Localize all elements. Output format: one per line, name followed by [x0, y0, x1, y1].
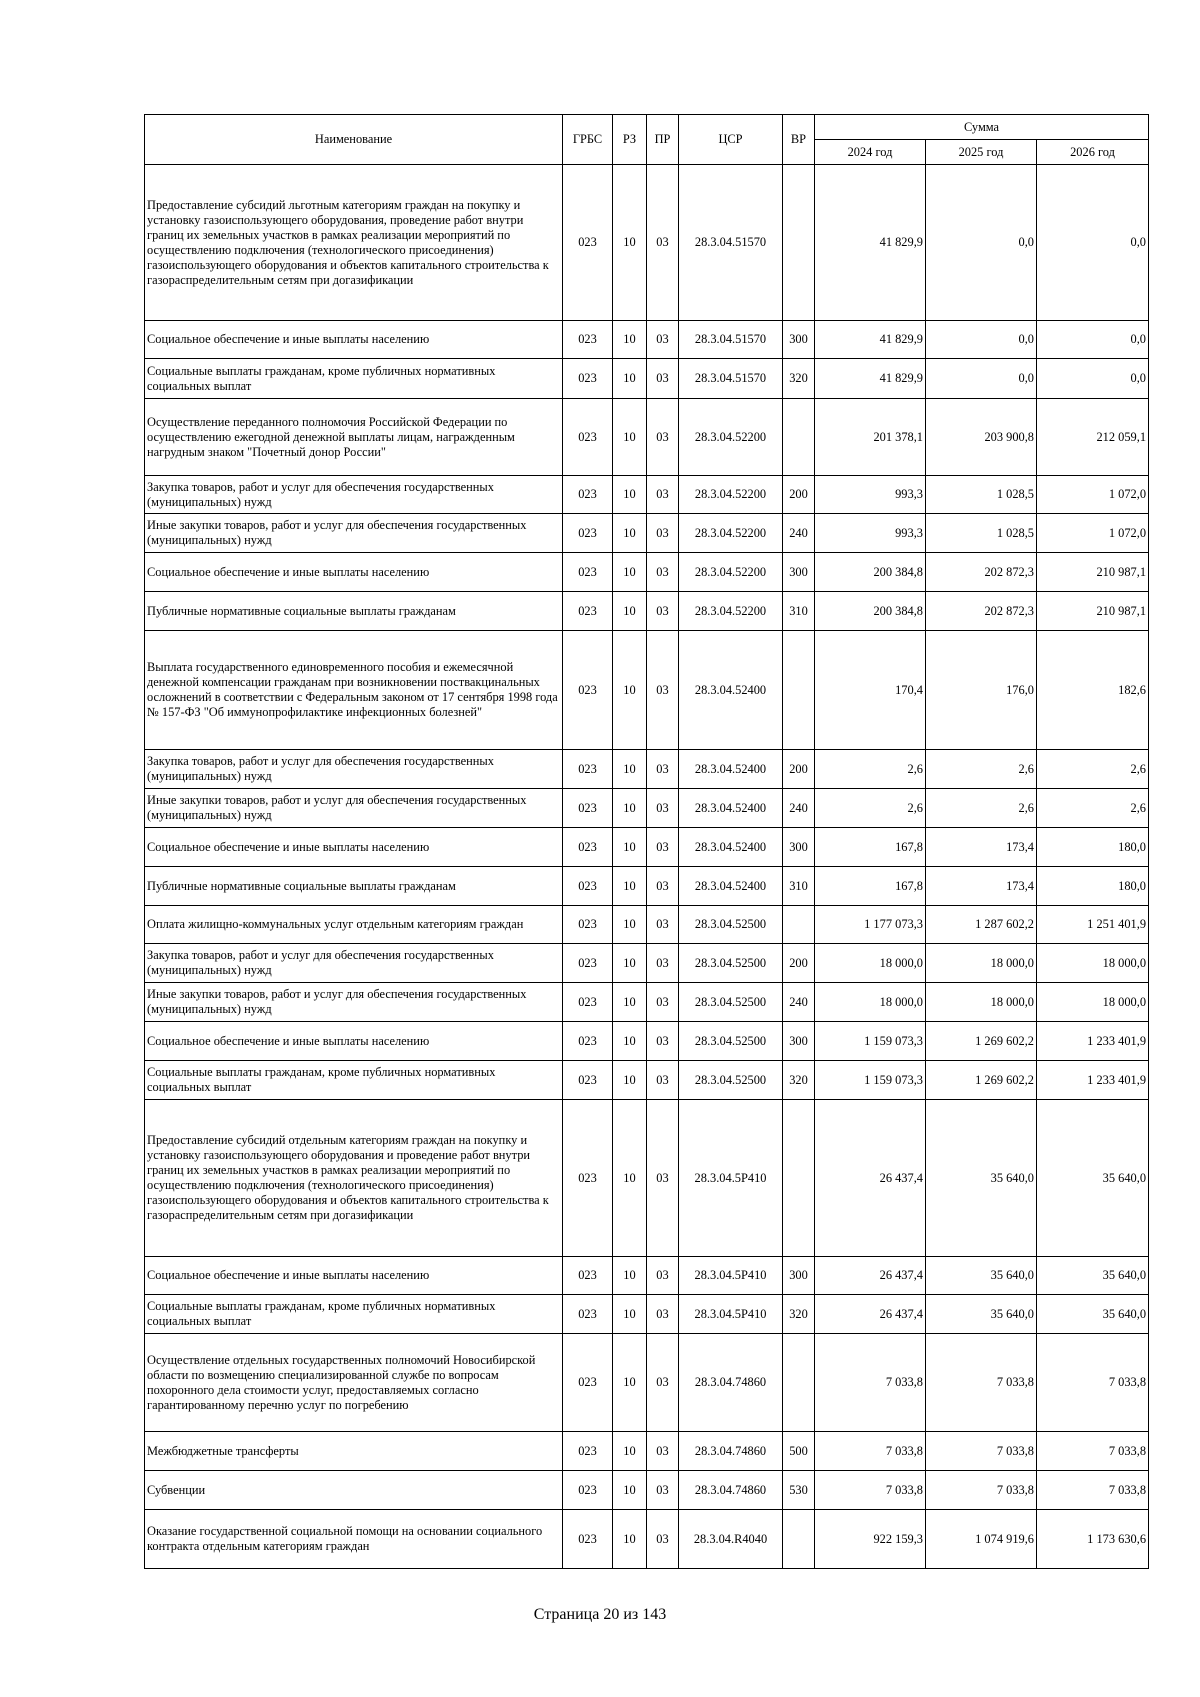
- row-sum-2025: 203 900,8: [926, 399, 1037, 476]
- row-pr: 03: [647, 1100, 679, 1257]
- row-csr: 28.3.04.52500: [679, 1022, 783, 1061]
- row-vr: [783, 906, 815, 944]
- row-name: Социальное обеспечение и иные выплаты населению: [145, 828, 563, 867]
- row-grbs: 023: [563, 1432, 613, 1471]
- row-sum-2025: 35 640,0: [926, 1295, 1037, 1334]
- row-sum-2025: 1 269 602,2: [926, 1022, 1037, 1061]
- row-vr: 310: [783, 867, 815, 906]
- row-sum-2026: 35 640,0: [1037, 1295, 1149, 1334]
- row-rz: 10: [613, 1022, 647, 1061]
- row-sum-2026: 0,0: [1037, 165, 1149, 321]
- row-sum-2024: 2,6: [815, 750, 926, 789]
- row-pr: 03: [647, 399, 679, 476]
- row-name: Иные закупки товаров, работ и услуг для обеспечения государственных (муниципальных) нужд: [145, 789, 563, 828]
- row-name: Субвенции: [145, 1471, 563, 1510]
- row-grbs: 023: [563, 789, 613, 828]
- row-csr: 28.3.04.52400: [679, 631, 783, 750]
- row-sum-2025: 7 033,8: [926, 1334, 1037, 1432]
- row-csr: 28.3.04.52400: [679, 867, 783, 906]
- table-row: [145, 1510, 1149, 1569]
- row-sum-2024: 993,3: [815, 514, 926, 553]
- row-vr: 200: [783, 750, 815, 789]
- row-grbs: 023: [563, 399, 613, 476]
- row-pr: 03: [647, 359, 679, 399]
- row-sum-2026: 35 640,0: [1037, 1100, 1149, 1257]
- row-rz: 10: [613, 553, 647, 592]
- row-pr: 03: [647, 1334, 679, 1432]
- row-sum-2025: 2,6: [926, 750, 1037, 789]
- header-name: Наименование: [145, 115, 563, 165]
- row-grbs: 023: [563, 1257, 613, 1295]
- row-sum-2026: 1 072,0: [1037, 514, 1149, 553]
- row-name: Предоставление субсидий льготным категориям граждан на покупку и установку газоиспользующего оборудования, проведение работ внутри границ их земельных участков в рамках реализации мероприятий по осуществлению подключения (технологического присоединения) газоиспользующего оборудования и объектов капитального строительства к газораспределительным сетям при догазификации: [145, 165, 563, 321]
- row-grbs: 023: [563, 983, 613, 1022]
- row-pr: 03: [647, 750, 679, 789]
- row-vr: [783, 631, 815, 750]
- row-sum-2024: 7 033,8: [815, 1432, 926, 1471]
- row-pr: 03: [647, 1257, 679, 1295]
- row-name: Социальное обеспечение и иные выплаты населению: [145, 553, 563, 592]
- row-grbs: 023: [563, 1471, 613, 1510]
- row-rz: 10: [613, 906, 647, 944]
- row-sum-2026: 1 251 401,9: [1037, 906, 1149, 944]
- row-sum-2025: 1 028,5: [926, 514, 1037, 553]
- row-grbs: 023: [563, 1022, 613, 1061]
- row-pr: 03: [647, 1510, 679, 1569]
- table-row: [145, 321, 1149, 359]
- row-grbs: 023: [563, 1295, 613, 1334]
- row-sum-2025: 1 269 602,2: [926, 1061, 1037, 1100]
- row-rz: 10: [613, 983, 647, 1022]
- row-grbs: 023: [563, 1510, 613, 1569]
- row-vr: 240: [783, 514, 815, 553]
- row-name: Осуществление отдельных государственных полномочий Новосибирской области по возмещению специализированной службе по вопросам похоронного дела стоимости услуг, предоставляемых согласно гарантированному перечню услуг по погребению: [145, 1334, 563, 1432]
- row-sum-2024: 41 829,9: [815, 359, 926, 399]
- row-sum-2025: 1 287 602,2: [926, 906, 1037, 944]
- row-csr: 28.3.04.51570: [679, 359, 783, 399]
- row-vr: 300: [783, 1257, 815, 1295]
- budget-sheet: [144, 114, 1148, 1569]
- row-pr: 03: [647, 592, 679, 631]
- row-sum-2024: 993,3: [815, 476, 926, 514]
- table-row: [145, 476, 1149, 514]
- header-rz: РЗ: [613, 115, 647, 165]
- row-pr: 03: [647, 1295, 679, 1334]
- row-sum-2025: 173,4: [926, 867, 1037, 906]
- row-csr: 28.3.04.52200: [679, 476, 783, 514]
- row-vr: [783, 1510, 815, 1569]
- header-pr: ПР: [647, 115, 679, 165]
- table-row: [145, 553, 1149, 592]
- row-rz: 10: [613, 476, 647, 514]
- row-name: Оказание государственной социальной помощи на основании социального контракта отдельным категориям граждан: [145, 1510, 563, 1569]
- row-sum-2024: 7 033,8: [815, 1471, 926, 1510]
- table-row: [145, 867, 1149, 906]
- row-sum-2024: 167,8: [815, 867, 926, 906]
- row-csr: 28.3.04.51570: [679, 165, 783, 321]
- row-vr: 300: [783, 553, 815, 592]
- row-rz: 10: [613, 828, 647, 867]
- row-vr: 300: [783, 828, 815, 867]
- row-rz: 10: [613, 1061, 647, 1100]
- row-name: Публичные нормативные социальные выплаты гражданам: [145, 592, 563, 631]
- row-rz: 10: [613, 592, 647, 631]
- row-grbs: 023: [563, 553, 613, 592]
- table-row: [145, 983, 1149, 1022]
- row-vr: 500: [783, 1432, 815, 1471]
- row-csr: 28.3.04.52200: [679, 553, 783, 592]
- row-sum-2026: 2,6: [1037, 789, 1149, 828]
- row-rz: 10: [613, 1510, 647, 1569]
- row-name: Межбюджетные трансферты: [145, 1432, 563, 1471]
- row-sum-2026: 180,0: [1037, 828, 1149, 867]
- row-rz: 10: [613, 399, 647, 476]
- row-rz: 10: [613, 165, 647, 321]
- row-rz: 10: [613, 750, 647, 789]
- row-name: Закупка товаров, работ и услуг для обеспечения государственных (муниципальных) нужд: [145, 750, 563, 789]
- row-name: Закупка товаров, работ и услуг для обеспечения государственных (муниципальных) нужд: [145, 476, 563, 514]
- table-header: [145, 115, 1149, 165]
- row-sum-2025: 35 640,0: [926, 1257, 1037, 1295]
- row-name: Осуществление переданного полномочия Российской Федерации по осуществлению ежегодной денежной выплаты лицам, награжденным нагрудным знаком "Почетный донор России": [145, 399, 563, 476]
- row-vr: [783, 399, 815, 476]
- table-row: [145, 906, 1149, 944]
- row-csr: 28.3.04.74860: [679, 1334, 783, 1432]
- row-name: Социальные выплаты гражданам, кроме публичных нормативных социальных выплат: [145, 1295, 563, 1334]
- row-sum-2024: 18 000,0: [815, 944, 926, 983]
- row-rz: 10: [613, 359, 647, 399]
- row-grbs: 023: [563, 906, 613, 944]
- row-pr: 03: [647, 321, 679, 359]
- row-vr: 240: [783, 789, 815, 828]
- row-pr: 03: [647, 553, 679, 592]
- row-sum-2026: 180,0: [1037, 867, 1149, 906]
- row-vr: 300: [783, 1022, 815, 1061]
- row-sum-2025: 173,4: [926, 828, 1037, 867]
- row-pr: 03: [647, 1432, 679, 1471]
- row-sum-2026: 18 000,0: [1037, 983, 1149, 1022]
- row-sum-2025: 1 074 919,6: [926, 1510, 1037, 1569]
- row-grbs: 023: [563, 944, 613, 983]
- table-row: [145, 165, 1149, 321]
- table-row: [145, 1334, 1149, 1432]
- row-sum-2025: 202 872,3: [926, 592, 1037, 631]
- table-row: [145, 944, 1149, 983]
- table-row: [145, 399, 1149, 476]
- row-sum-2026: 0,0: [1037, 321, 1149, 359]
- row-csr: 28.3.04.52200: [679, 399, 783, 476]
- row-vr: 200: [783, 944, 815, 983]
- row-name: Публичные нормативные социальные выплаты гражданам: [145, 867, 563, 906]
- row-grbs: 023: [563, 476, 613, 514]
- row-name: Социальное обеспечение и иные выплаты населению: [145, 1257, 563, 1295]
- row-rz: 10: [613, 789, 647, 828]
- row-rz: 10: [613, 1432, 647, 1471]
- table-row: [145, 1257, 1149, 1295]
- row-pr: 03: [647, 983, 679, 1022]
- row-grbs: 023: [563, 1100, 613, 1257]
- row-csr: 28.3.04.51570: [679, 321, 783, 359]
- row-sum-2025: 7 033,8: [926, 1471, 1037, 1510]
- row-sum-2025: 0,0: [926, 321, 1037, 359]
- row-vr: 240: [783, 983, 815, 1022]
- row-rz: 10: [613, 1257, 647, 1295]
- row-sum-2026: 1 072,0: [1037, 476, 1149, 514]
- row-csr: 28.3.04.74860: [679, 1432, 783, 1471]
- table-row: [145, 750, 1149, 789]
- row-sum-2024: 26 437,4: [815, 1100, 926, 1257]
- row-grbs: 023: [563, 1334, 613, 1432]
- row-sum-2024: 1 177 073,3: [815, 906, 926, 944]
- row-sum-2025: 176,0: [926, 631, 1037, 750]
- row-sum-2024: 922 159,3: [815, 1510, 926, 1569]
- row-csr: 28.3.04.52200: [679, 514, 783, 553]
- row-grbs: 023: [563, 631, 613, 750]
- header-sum: Сумма: [815, 115, 1149, 140]
- row-pr: 03: [647, 828, 679, 867]
- row-rz: 10: [613, 1295, 647, 1334]
- row-vr: 320: [783, 1295, 815, 1334]
- budget-table: [144, 114, 1149, 1569]
- row-sum-2024: 1 159 073,3: [815, 1061, 926, 1100]
- row-pr: 03: [647, 476, 679, 514]
- row-rz: 10: [613, 321, 647, 359]
- row-pr: 03: [647, 1471, 679, 1510]
- row-sum-2026: 1 233 401,9: [1037, 1061, 1149, 1100]
- row-sum-2025: 1 028,5: [926, 476, 1037, 514]
- row-sum-2024: 7 033,8: [815, 1334, 926, 1432]
- row-sum-2026: 35 640,0: [1037, 1257, 1149, 1295]
- row-csr: 28.3.04.52200: [679, 592, 783, 631]
- table-row: [145, 514, 1149, 553]
- row-csr: 28.3.04.74860: [679, 1471, 783, 1510]
- row-name: Социальные выплаты гражданам, кроме публичных нормативных социальных выплат: [145, 1061, 563, 1100]
- table-row: [145, 1100, 1149, 1257]
- row-vr: [783, 1334, 815, 1432]
- table-row: [145, 631, 1149, 750]
- row-grbs: 023: [563, 321, 613, 359]
- header-vr: ВР: [783, 115, 815, 165]
- row-sum-2024: 26 437,4: [815, 1295, 926, 1334]
- row-sum-2024: 26 437,4: [815, 1257, 926, 1295]
- row-name: Закупка товаров, работ и услуг для обеспечения государственных (муниципальных) нужд: [145, 944, 563, 983]
- row-csr: 28.3.04.52500: [679, 906, 783, 944]
- row-rz: 10: [613, 867, 647, 906]
- row-sum-2026: 7 033,8: [1037, 1471, 1149, 1510]
- table-row: [145, 1061, 1149, 1100]
- row-sum-2024: 18 000,0: [815, 983, 926, 1022]
- table-row: [145, 359, 1149, 399]
- row-sum-2025: 18 000,0: [926, 944, 1037, 983]
- row-sum-2026: 210 987,1: [1037, 553, 1149, 592]
- row-sum-2025: 0,0: [926, 165, 1037, 321]
- row-sum-2024: 1 159 073,3: [815, 1022, 926, 1061]
- row-pr: 03: [647, 165, 679, 321]
- table-row: [145, 828, 1149, 867]
- row-grbs: 023: [563, 165, 613, 321]
- row-sum-2026: 18 000,0: [1037, 944, 1149, 983]
- row-sum-2026: 1 173 630,6: [1037, 1510, 1149, 1569]
- row-sum-2024: 200 384,8: [815, 553, 926, 592]
- row-pr: 03: [647, 631, 679, 750]
- header-grbs: ГРБС: [563, 115, 613, 165]
- row-sum-2026: 0,0: [1037, 359, 1149, 399]
- page-number: Страница 20 из 143: [533, 1606, 667, 1623]
- row-pr: 03: [647, 867, 679, 906]
- row-csr: 28.3.04.R4040: [679, 1510, 783, 1569]
- row-csr: 28.3.04.52400: [679, 750, 783, 789]
- row-pr: 03: [647, 906, 679, 944]
- row-vr: 530: [783, 1471, 815, 1510]
- row-csr: 28.3.04.52500: [679, 1061, 783, 1100]
- row-sum-2026: 2,6: [1037, 750, 1149, 789]
- row-vr: [783, 1100, 815, 1257]
- table-row: [145, 592, 1149, 631]
- row-grbs: 023: [563, 592, 613, 631]
- header-year-2025: 2025 год: [926, 140, 1037, 165]
- row-rz: 10: [613, 1334, 647, 1432]
- table-row: [145, 1471, 1149, 1510]
- row-rz: 10: [613, 944, 647, 983]
- header-year-2024: 2024 год: [815, 140, 926, 165]
- row-sum-2025: 202 872,3: [926, 553, 1037, 592]
- row-sum-2026: 7 033,8: [1037, 1334, 1149, 1432]
- row-pr: 03: [647, 789, 679, 828]
- row-csr: 28.3.04.52500: [679, 983, 783, 1022]
- row-vr: [783, 165, 815, 321]
- row-pr: 03: [647, 1061, 679, 1100]
- row-sum-2024: 200 384,8: [815, 592, 926, 631]
- row-csr: 28.3.04.52400: [679, 828, 783, 867]
- table-body: [145, 165, 1149, 1569]
- row-pr: 03: [647, 514, 679, 553]
- row-name: Социальное обеспечение и иные выплаты населению: [145, 1022, 563, 1061]
- row-sum-2026: 212 059,1: [1037, 399, 1149, 476]
- row-vr: 300: [783, 321, 815, 359]
- row-csr: 28.3.04.52500: [679, 944, 783, 983]
- row-vr: 320: [783, 359, 815, 399]
- row-name: Оплата жилищно-коммунальных услуг отдельным категориям граждан: [145, 906, 563, 944]
- row-name: Выплата государственного единовременного пособия и ежемесячной денежной компенсации гражданам при возникновении поствакцинальных осложнений в соответствии с Федеральным законом от 17 сентября 1998 года № 157-ФЗ "Об иммунопрофилактике инфекционных болезней": [145, 631, 563, 750]
- row-sum-2024: 2,6: [815, 789, 926, 828]
- row-csr: 28.3.04.5Р410: [679, 1257, 783, 1295]
- row-name: Иные закупки товаров, работ и услуг для обеспечения государственных (муниципальных) нужд: [145, 983, 563, 1022]
- row-sum-2025: 0,0: [926, 359, 1037, 399]
- row-sum-2024: 41 829,9: [815, 165, 926, 321]
- row-rz: 10: [613, 514, 647, 553]
- row-sum-2026: 1 233 401,9: [1037, 1022, 1149, 1061]
- row-csr: 28.3.04.5Р410: [679, 1100, 783, 1257]
- row-name: Социальное обеспечение и иные выплаты населению: [145, 321, 563, 359]
- row-sum-2025: 7 033,8: [926, 1432, 1037, 1471]
- row-rz: 10: [613, 631, 647, 750]
- header-year-2026: 2026 год: [1037, 140, 1149, 165]
- row-grbs: 023: [563, 750, 613, 789]
- row-csr: 28.3.04.52400: [679, 789, 783, 828]
- row-sum-2026: 7 033,8: [1037, 1432, 1149, 1471]
- table-row: [145, 1295, 1149, 1334]
- header-csr: ЦСР: [679, 115, 783, 165]
- row-sum-2025: 18 000,0: [926, 983, 1037, 1022]
- row-vr: 310: [783, 592, 815, 631]
- row-pr: 03: [647, 1022, 679, 1061]
- row-rz: 10: [613, 1471, 647, 1510]
- row-name: Предоставление субсидий отдельным категориям граждан на покупку и установку газоиспользующего оборудования и проведение работ внутри границ их земельных участков в рамках реализации мероприятий по осуществлению подключения (технологического присоединения) газоиспользующего оборудования и объектов капитального строительства к газораспределительным сетям при догазификации: [145, 1100, 563, 1257]
- row-name: Иные закупки товаров, работ и услуг для обеспечения государственных (муниципальных) нужд: [145, 514, 563, 553]
- row-sum-2026: 210 987,1: [1037, 592, 1149, 631]
- table-row: [145, 789, 1149, 828]
- row-vr: 200: [783, 476, 815, 514]
- row-grbs: 023: [563, 359, 613, 399]
- row-grbs: 023: [563, 867, 613, 906]
- row-rz: 10: [613, 1100, 647, 1257]
- row-grbs: 023: [563, 1061, 613, 1100]
- row-sum-2026: 182,6: [1037, 631, 1149, 750]
- row-csr: 28.3.04.5Р410: [679, 1295, 783, 1334]
- table-row: [145, 1432, 1149, 1471]
- row-sum-2024: 167,8: [815, 828, 926, 867]
- row-sum-2024: 41 829,9: [815, 321, 926, 359]
- row-sum-2025: 35 640,0: [926, 1100, 1037, 1257]
- row-sum-2025: 2,6: [926, 789, 1037, 828]
- row-vr: 320: [783, 1061, 815, 1100]
- row-grbs: 023: [563, 514, 613, 553]
- row-sum-2024: 201 378,1: [815, 399, 926, 476]
- table-row: [145, 1022, 1149, 1061]
- row-pr: 03: [647, 944, 679, 983]
- row-name: Социальные выплаты гражданам, кроме публичных нормативных социальных выплат: [145, 359, 563, 399]
- row-grbs: 023: [563, 828, 613, 867]
- row-sum-2024: 170,4: [815, 631, 926, 750]
